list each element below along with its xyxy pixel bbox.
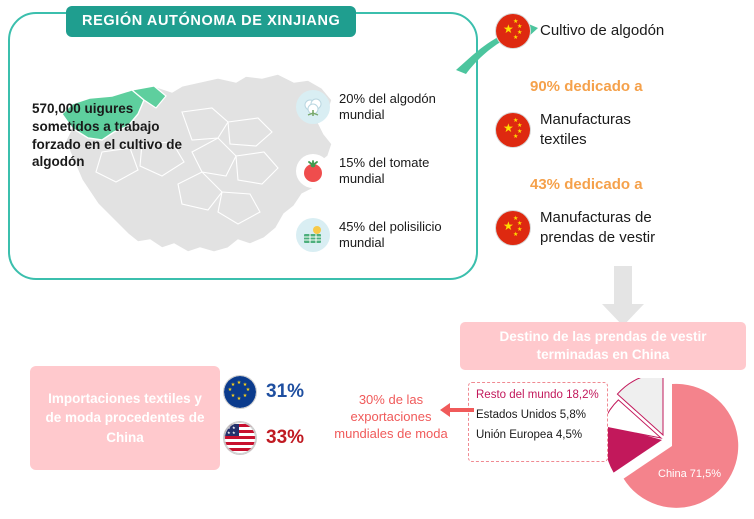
china-flag-icon: ★ ★ ★ ★ ★: [496, 211, 530, 245]
import-row-eu: [224, 376, 304, 408]
pie-legend: [468, 382, 608, 462]
import-pct-eu: 31%: [266, 381, 305, 402]
stat-cotton: [296, 90, 471, 124]
svg-text:★: ★: [236, 396, 242, 402]
svg-text:★: ★: [232, 425, 236, 430]
stat-polysilicon: [296, 218, 471, 252]
destination-banner: Destino de las prendas de vestir terminadas en China: [460, 322, 746, 370]
chain-cotton-label: Cultivo de algodón: [540, 22, 665, 40]
exports-note: 30% de las exportaciones mundiales de moda: [334, 392, 448, 441]
svg-text:★: ★: [242, 393, 248, 399]
svg-text:★: ★: [245, 387, 251, 393]
us-flag-icon: [224, 422, 256, 454]
chain-garments-label: Manufacturas de prendas de vestir: [540, 209, 656, 246]
svg-text:★: ★: [242, 382, 248, 388]
svg-text:★: ★: [232, 430, 236, 435]
solar-panel-icon: [296, 218, 330, 252]
import-row-us: [224, 422, 304, 454]
imports-box: Importaciones textiles y de moda procedentes de China: [30, 366, 220, 470]
left-arrow-icon: [440, 402, 474, 418]
svg-text:★: ★: [227, 425, 231, 430]
destination-pie-chart: [604, 378, 740, 514]
grey-down-arrow-icon: [600, 266, 646, 328]
pie-slice-label-china: China 71,5%: [658, 468, 721, 480]
legend-item-ue: Unión Europea 4,5%: [476, 429, 583, 442]
stat-tomato-label: 15% del tomate mundial: [339, 154, 430, 186]
chain-item-garments: [496, 208, 670, 247]
china-flag-icon: ★ ★ ★ ★ ★: [496, 113, 530, 147]
stat-polysilicon-label: 45% del polisilicio mundial: [339, 218, 442, 250]
svg-text:★: ★: [236, 380, 242, 386]
tomato-icon: [296, 154, 330, 188]
pct-43-label: 43% dedicado a: [530, 176, 643, 193]
pct-90-label: 90% dedicado a: [530, 78, 643, 95]
svg-text:★: ★: [230, 382, 236, 388]
legend-item-resto: Resto del mundo 18,2%: [476, 389, 599, 401]
chain-item-textiles: [496, 110, 670, 149]
cotton-icon: [296, 90, 330, 124]
legend-item-eeuu: Estados Unidos 5,8%: [476, 409, 586, 422]
svg-text:★: ★: [230, 393, 236, 399]
stat-tomato: [296, 154, 471, 188]
china-flag-icon: ★ ★ ★ ★ ★: [496, 14, 530, 48]
stat-cotton-label: 20% del algodón mundial: [339, 90, 436, 122]
page-title: REGIÓN AUTÓNOMA DE XINJIANG: [66, 6, 356, 37]
forced-labour-text: 570,000 uigures sometidos a trabajo forzado en el cultivo de algodón: [32, 101, 183, 170]
xinjiang-panel: [8, 12, 478, 280]
import-pct-us: 33%: [266, 427, 305, 448]
chain-item-cotton: [496, 14, 670, 48]
svg-text:★: ★: [227, 387, 233, 393]
svg-text:★: ★: [227, 430, 231, 435]
chain-textiles-label: Manufacturas textiles: [540, 111, 631, 148]
eu-flag-icon: [224, 376, 256, 408]
